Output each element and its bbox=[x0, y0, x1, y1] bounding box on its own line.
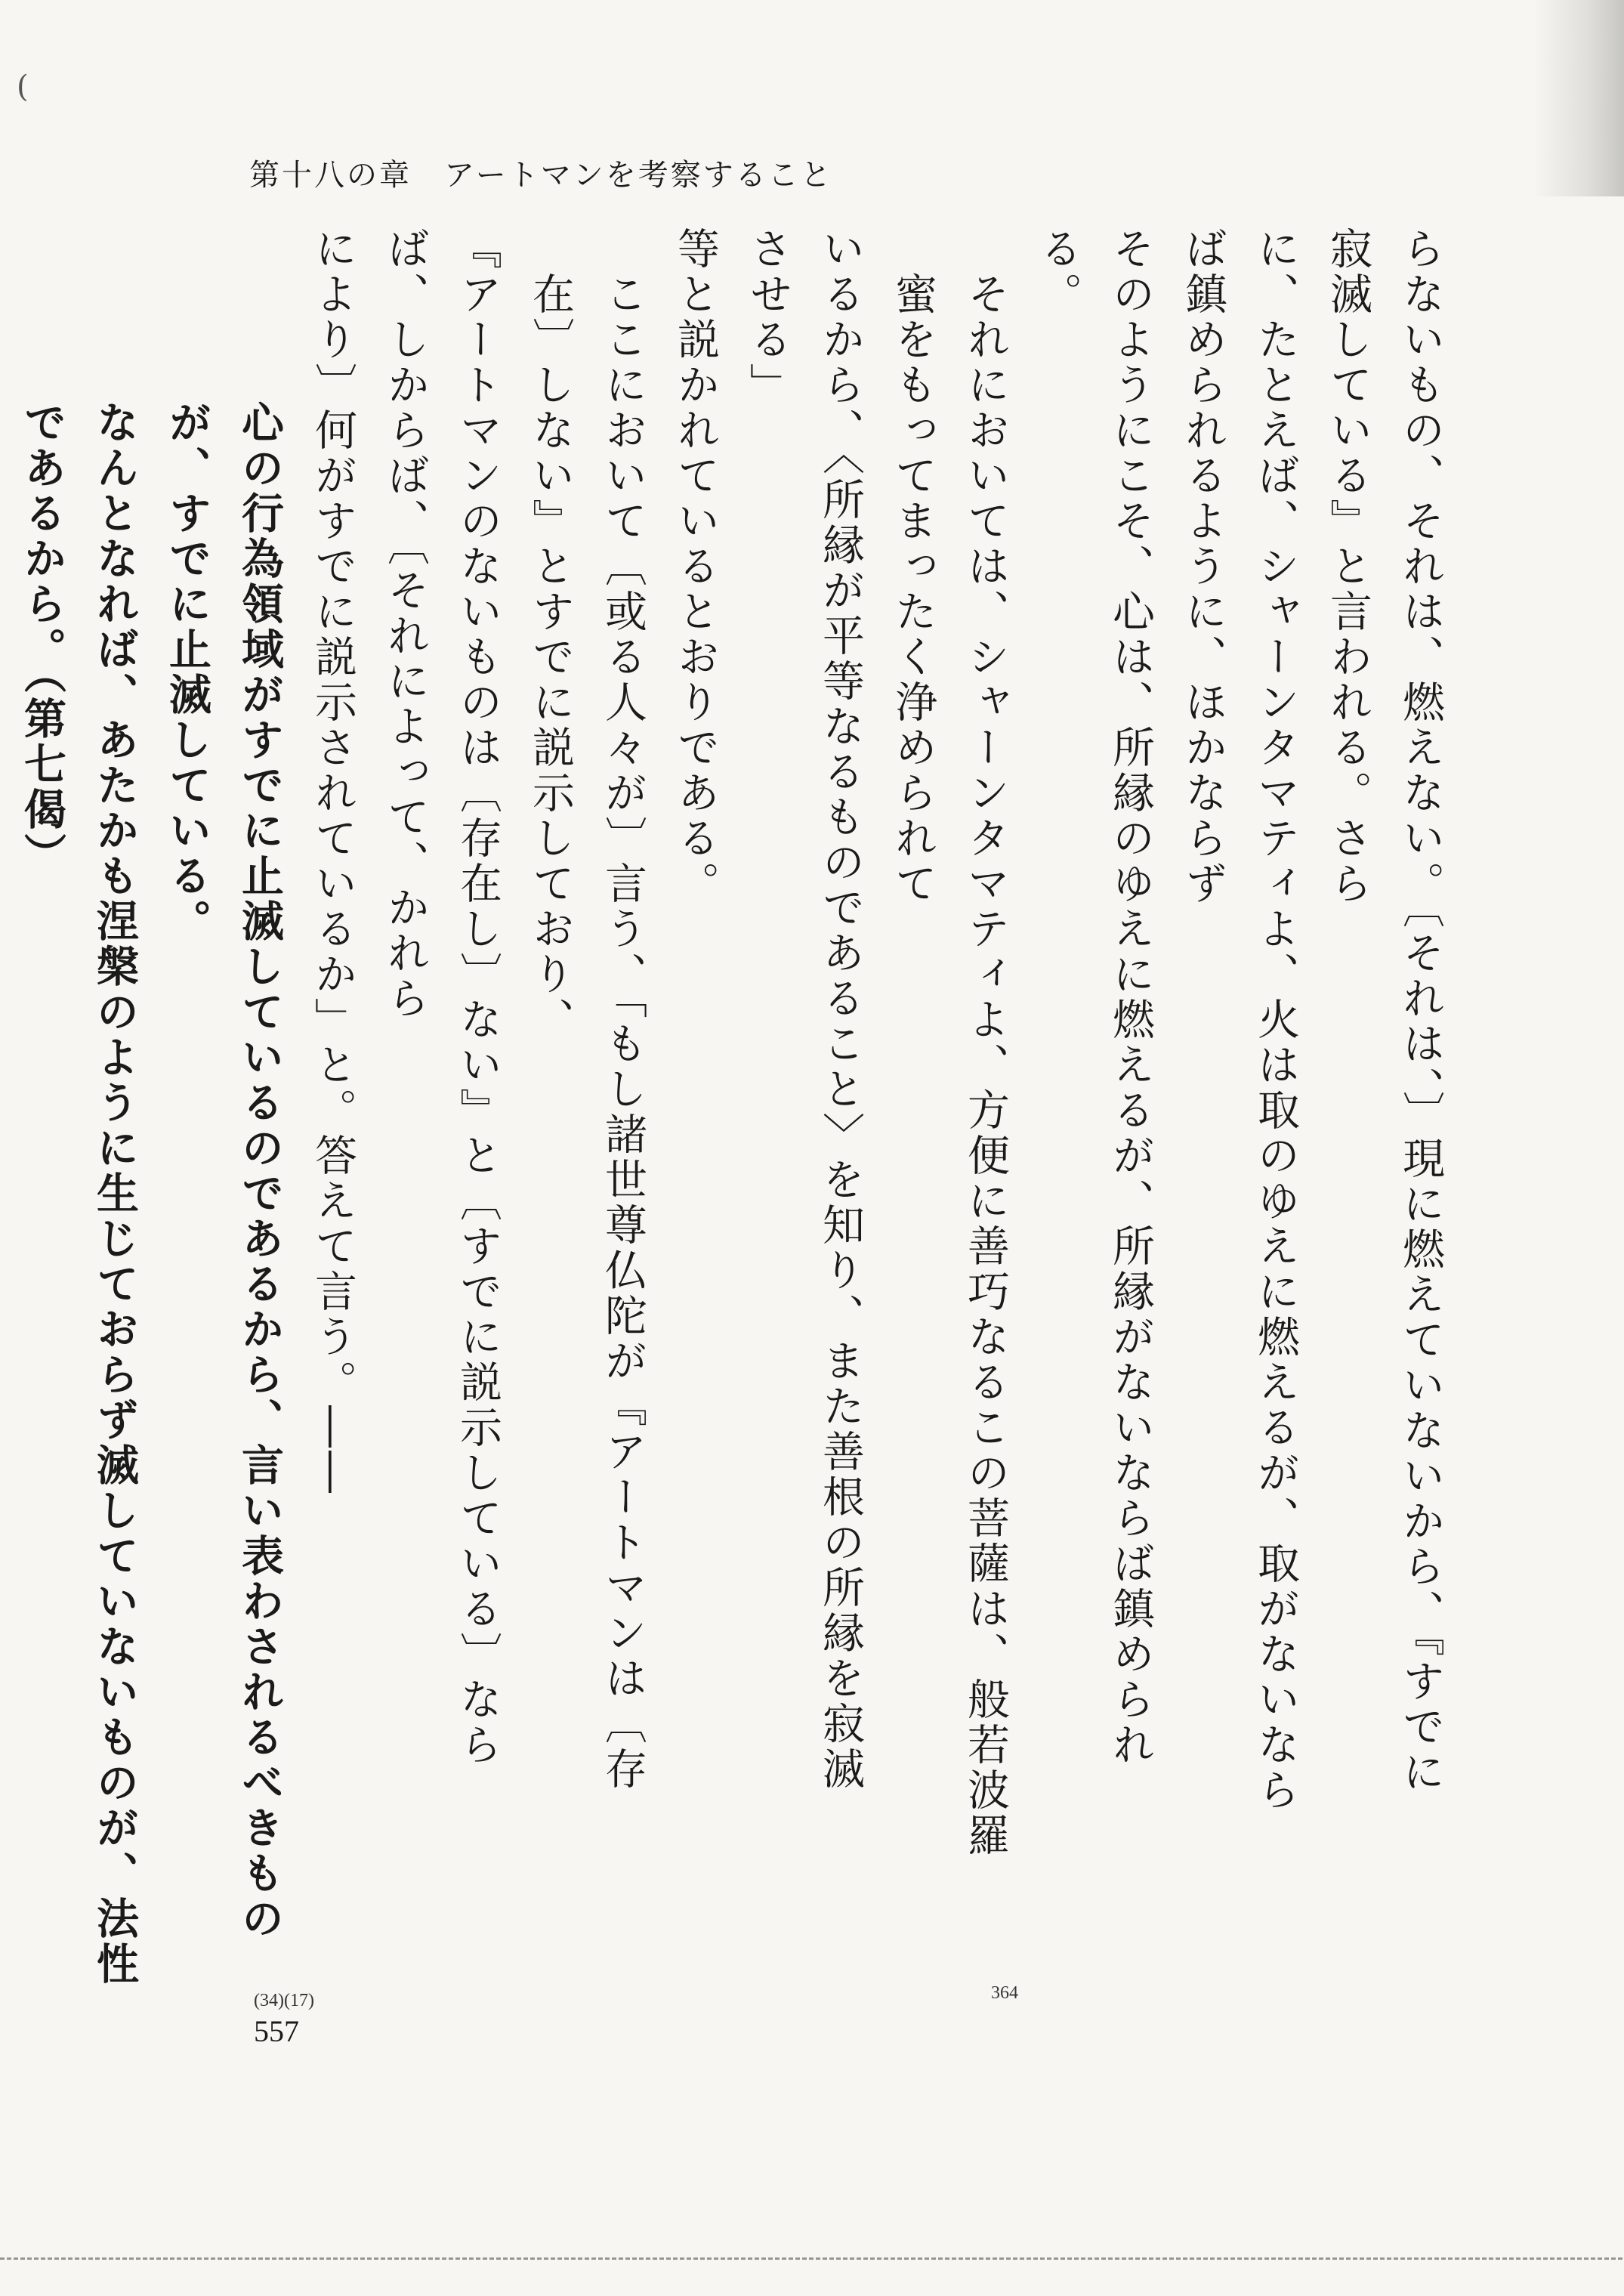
text-line: ここにおいて〔或る人々が〕言う、「もし諸世尊仏陀が『アートマンは〔存在〕しない』とすでに説示しており、 bbox=[526, 272, 647, 1792]
text-line: そのようにこそ、心は、所縁のゆえに燃えるが、所縁がないならば鎮められる。 bbox=[1033, 227, 1155, 1768]
page-number: 557 bbox=[254, 2014, 299, 2048]
text-line: らないもの、それは、燃えない。〔それは、〕現に燃えていないから、『すでに寂滅している』と言われる。さら bbox=[1323, 227, 1445, 1795]
page-reference: 364 bbox=[991, 1983, 1018, 2003]
text-line: に、たとえば、シャーンタマティよ、火は取のゆえに燃えるが、取がないならば鎮められるように、ほかならず bbox=[1178, 227, 1300, 1813]
text-line: 等と説かれているとおりである。 bbox=[671, 227, 720, 907]
text-line: により〕何がすでに説示されているか」と。答えて言う。―― bbox=[308, 227, 357, 1496]
running-head: 第十八の章 アートマンを考察すること bbox=[249, 158, 833, 193]
stray-mark: ( bbox=[17, 70, 29, 104]
text-line: それにおいては、シャーンタマティよ、方便に善巧なるこの菩薩は、般若波羅蜜をもってまったく浄められて bbox=[888, 272, 1010, 1859]
body-text bbox=[0, 227, 1456, 2251]
page-edge-bottom bbox=[0, 2257, 1624, 2260]
page-edge-shadow bbox=[1533, 0, 1624, 196]
text-line: いるから、〈所縁が平等なるものであること〉を知り、また善根の所縁を寂滅させる」 bbox=[743, 227, 865, 1792]
verse-line: なんとなれば、あたかも涅槃のように生じておらず滅していないものが、法性であるから。（第七偈） bbox=[17, 400, 140, 1987]
verse-line: 心の行為領域がすでに止滅しているのであるから、言い表わされるべきものが、すでに止滅している。 bbox=[162, 400, 285, 1942]
bottom-marks: (34)(17) bbox=[254, 1991, 314, 2010]
sanskrit-line bbox=[0, 227, 6, 2063]
text-line: 『アートマンのないものは〔存在し〕ない』と〔すでに説示している〕ならば、しからば、〔それによって、かれら bbox=[381, 227, 502, 1768]
